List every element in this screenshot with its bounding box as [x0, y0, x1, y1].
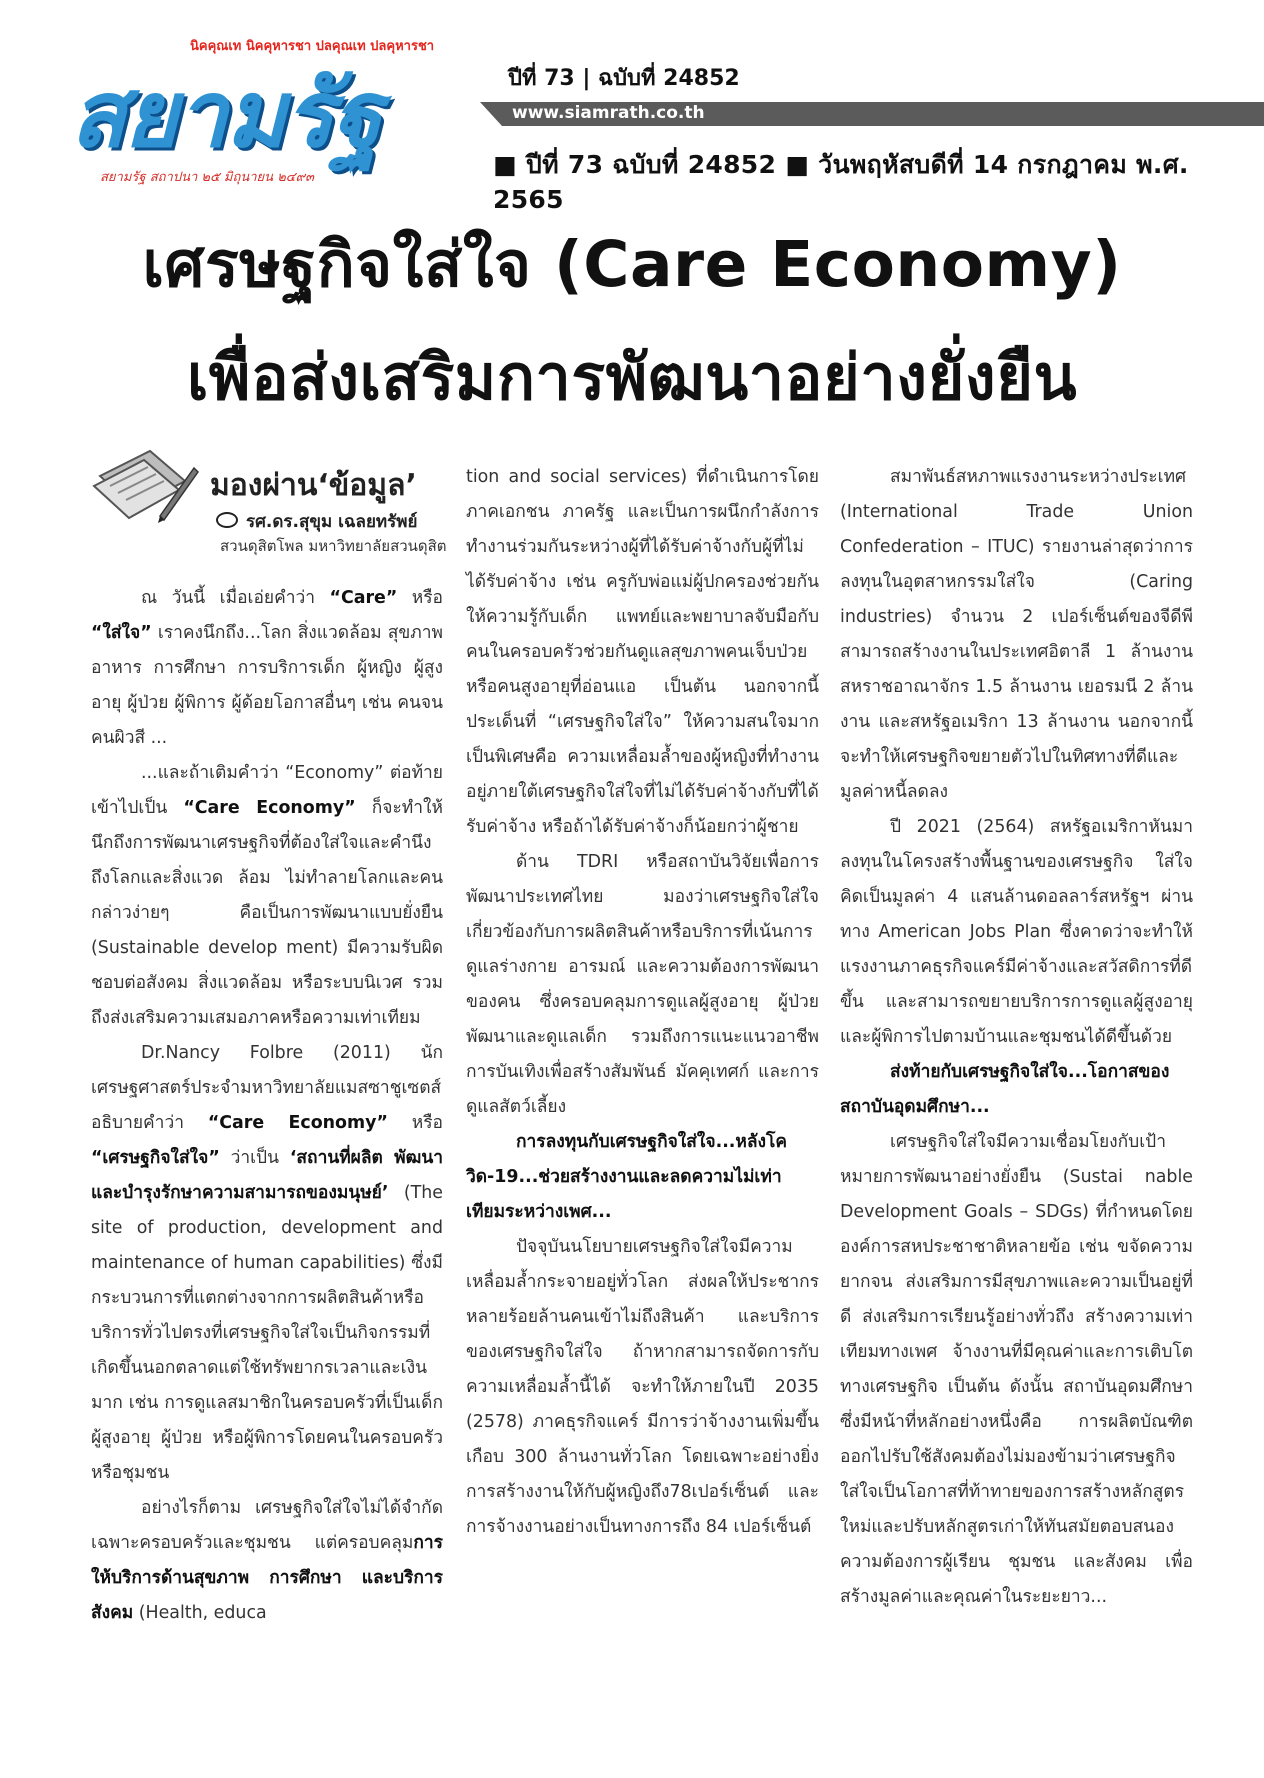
issue-number: ปีที่ 73 | ฉบับที่ 24852: [508, 66, 740, 91]
text-run: ...และถ้าเติมคำว่า “Economy” ต่อท้ายเข้าไปเป็น: [91, 763, 443, 818]
article-column-3: [840, 460, 1193, 1615]
article-column-1: [91, 581, 443, 1631]
text-run: หรือ: [387, 1113, 443, 1133]
bold-term: “ใส่ใจ”: [91, 623, 152, 643]
paragraph: ด้าน TDRI หรือสถาบันวิจัยเพื่อการพัฒนาประเทศไทย มองว่าเศรษฐกิจใส่ใจเกี่ยวข้องกับการผลิตสินค้าหรือบริการที่เน้นการดูแลร่างกาย อารมณ์ และความต้องการพัฒนาของคน ซึ่งครอบคลุมการดูแลผู้สูงอายุ ผู้ป่วย พัฒนาและดูแลเด็ก รวมถึงการแนะแนวอาชีพ การบันเทิงเพื่อสร้างสัมพันธ์ มัคคุเทศก์ และการดูแลสัตว์เลี้ยง: [466, 852, 819, 1117]
column-title: มองผ่าน‘ข้อมูล’: [210, 468, 417, 503]
paragraph: เศรษฐกิจใส่ใจมีความเชื่อมโยงกับเป้าหมายการพัฒนาอย่างยั่งยืน (Sustai nable Development Goals – SDGs) ที่กำหนดโดยองค์การสหประชาชาติหลายข้อ เช่น ขจัดความยากจน ส่งเสริมการมีสุขภาพและความเป็นอยู่ที่ดี ส่งเสริมการเรียนรู้อย่างทั่วถึง สร้างความเท่าเทียมทางเพศ จ้างงานที่มีคุณค่าและการเติบโตทางเศรษฐกิจ เป็นต้น ดังนั้น สถาบันอุดมศึกษาซึ่งมีหน้าที่หลักอย่างหนึ่งคือ การผลิตบัณฑิตออกไปรับใช้สังคมต้องไม่มองข้ามว่าเศรษฐกิจใส่ใจเป็นโอกาสที่ท้าทายของการสร้างหลักสูตรใหม่และปรับหลักสูตรเก่าให้ทันสมัยตอบสนองความต้องการผู้เรียน ชุมชน และสังคม เพื่อสร้างมูลค่าและคุณค่าในระยะยาว...: [840, 1132, 1193, 1607]
text-run: อย่างไรก็ตาม เศรษฐกิจใส่ใจไม่ได้จำกัดเฉพาะครอบครัวและชุมชน แต่ครอบคลุม: [91, 1498, 443, 1553]
article-column-2: [466, 460, 819, 1545]
eye-icon: [216, 512, 238, 528]
text-run: (Health, educa: [133, 1603, 267, 1623]
text-run: ก็จะทำให้นึกถึงการพัฒนาเศรษฐกิจที่ต้องใส่ใจและคำนึงถึงโลกและสิ่งแวด ล้อม ไม่ทำลายโลกและคน กล่าวง่ายๆ คือเป็นการพัฒนาแบบยั่งยืน (Sustainable develop ment) มีความรับผิดชอบต่อสังคม สิ่งแวดล้อม หรือระบบนิเวศ รวมถึงส่งเสริมความเสมอภาคหรือความเท่าเทียม: [91, 798, 443, 1028]
text-run: ณ วันนี้ เมื่อเอ่ยคำว่า: [141, 588, 330, 608]
logo-wordmark: สยามรัฐ: [70, 60, 381, 168]
masthead: [0, 0, 1264, 214]
dateline: ■ ปีที่ 73 ฉบับที่ 24852 ■ วันพฤหัสบดีที่ 14 กรกฎาคม พ.ศ. 2565: [493, 150, 1189, 214]
logo-motto: นิคคุณเท นิคคุหารชา ปลคุณเท ปลคุหารชา: [190, 39, 435, 54]
text-run: เราคงนึกถึง...โลก สิ่งแวดล้อม สุขภาพ อาหาร การศึกษา การบริการเด็ก ผู้หญิง ผู้สูงอายุ ผู้ป่วย ผู้พิการ ผู้ด้อยโอกาสอื่นๆ เช่น คนจน คนผิวสี ...: [91, 623, 443, 748]
document-pencil-icon: [90, 446, 200, 526]
paragraph: [91, 581, 443, 756]
website-url: www.siamrath.co.th: [512, 103, 705, 123]
text-run: (The site of production, development and maintenance of human capabilities) ซึ่งมีกระบวนการที่แตกต่างจากการผลิตสินค้าหรือบริการทั่วไปตรงที่เศรษฐกิจใส่ใจเป็นกิจกรรมที่เกิดขึ้นนอกตลาดแต่ใช้ทรัพยากรเวลาและเงินมาก เช่น การดูแลสมาชิกในครอบครัวที่เป็นเด็ก ผู้สูงอายุ ผู้ป่วย หรือผู้พิการโดยคนในครอบครัวหรือชุมชน: [91, 1183, 443, 1483]
author-name: รศ.ดร.สุขุม เฉลยทรัพย์: [246, 512, 418, 532]
text-run: ว่าเป็น: [219, 1148, 290, 1168]
bold-term: “Care Economy”: [183, 798, 356, 818]
paragraph: สมาพันธ์สหภาพแรงงานระหว่างประเทศ (International Trade Union Confederation – ITUC) รายงานล่าสุดว่าการลงทุนในอุตสาหกรรมใส่ใจ (Caring industries) จำนวน 2 เปอร์เซ็นต์ของจีดีพี สามารถสร้างงานในประเทศอิตาลี 1 ล้านงาน สหราชอาณาจักร 1.5 ล้านงาน เยอรมนี 2 ล้านงาน และสหรัฐอเมริกา 13 ล้านงาน นอกจากนี้ จะทำให้เศรษฐกิจขยายตัวไปในทิศทางที่ดีและมูลค่าหนี้ลดลง: [840, 467, 1193, 802]
paragraph: [91, 1036, 443, 1491]
bold-term: “Care”: [329, 588, 398, 608]
bold-term: “เศรษฐกิจใส่ใจ”: [91, 1148, 220, 1168]
bold-term: การให้บริการด้านสุขภาพ การศึกษา และบริการสังคม: [91, 1533, 443, 1623]
logo-founded: สยามรัฐ สถาปนา ๒๕ มิถุนายน ๒๔๙๓: [100, 170, 315, 185]
paragraph: ปัจจุบันนโยบายเศรษฐกิจใส่ใจมีความเหลื่อมล้ำกระจายอยู่ทั่วโลก ส่งผลให้ประชากรหลายร้อยล้านคนเข้าไม่ถึงสินค้า และบริการของเศรษฐกิจใส่ใจ ถ้าหากสามารถจัดการกับความเหลื่อมล้ำนี้ได้ จะทำให้ภายในปี 2035 (2578) ภาคธุรกิจแคร์ มีการว่าจ้างงานเพิ่มขึ้นเกือบ 300 ล้านงานทั่วโลก โดยเฉพาะอย่างยิ่งการสร้างงานให้กับผู้หญิงถึง78เปอร์เซ็นต์ และการจ้างงานอย่างเป็นทางการถึง 84 เปอร์เซ็นต์: [466, 1237, 819, 1537]
paragraph: tion and social services) ที่ดำเนินการโดยภาคเอกชน ภาครัฐ และเป็นการผนึกกำลังการทำงานร่วมกันระหว่างผู้ที่ได้รับค่าจ้างกับผู้ที่ไม่ได้รับค่าจ้าง เช่น ครูกับพ่อแม่ผู้ปกครองช่วยกันให้ความรู้กับเด็ก แพทย์และพยาบาลจับมือกับคนในครอบครัวช่วยกันดูแลสุขภาพคนเจ็บป่วยหรือคนสูงอายุที่อ่อนแอ เป็นต้น นอกจากนี้ ประเด็นที่ “เศรษฐกิจใส่ใจ” ให้ความสนใจมากเป็นพิเศษคือ ความเหลื่อมล้ำของผู้หญิงที่ทำงานอยู่ภายใต้เศรษฐกิจใส่ใจที่ไม่ได้รับค่าจ้างกับที่ได้รับค่าจ้าง หรือถ้าได้รับค่าจ้างก็น้อยกว่าผู้ชาย: [466, 467, 819, 837]
section-subhead: การลงทุนกับเศรษฐกิจใส่ใจ...หลังโควิด-19...ช่วยสร้างงานและลดความไม่เท่าเทียมระหว่างเพศ...: [466, 1132, 787, 1222]
paragraph: ปี 2021 (2564) สหรัฐอเมริกาหันมาลงทุนในโครงสร้างพื้นฐานของเศรษฐกิจ ใส่ใจคิดเป็นมูลค่า 4 แสนล้านดอลลาร์สหรัฐฯ ผ่านทาง American Jobs Plan ซึ่งคาดว่าจะทำให้แรงงานภาคธุรกิจแคร์มีค่าจ้างและสวัสดิการที่ดีขึ้น และสามารถขยายบริการการดูแลผู้สูงอายุและผู้พิการไปตามบ้านและชุมชนได้ดีขึ้นด้วย: [840, 817, 1193, 1047]
paragraph: [91, 1491, 443, 1631]
author-affiliation: สวนดุสิตโพล มหาวิทยาลัยสวนดุสิต: [220, 537, 447, 555]
bold-term: ‘สถานที่ผลิต พัฒนา และบำรุงรักษาความสามารถของมนุษย์’: [91, 1148, 443, 1203]
paragraph: [91, 756, 443, 1036]
newspaper-logo: [70, 40, 465, 190]
bold-term: “Care Economy”: [207, 1113, 388, 1133]
author-byline: [216, 508, 417, 535]
headline-line-2: เพื่อส่งเสริมการพัฒนาอย่างยั่งยืน: [186, 341, 1078, 414]
text-run: Dr.Nancy Folbre (2011) นักเศรษฐศาสตร์ประจำมหาวิทยาลัยแมสซาชูเซตส์ อธิบายคำว่า: [91, 1043, 443, 1133]
text-run: หรือ: [397, 588, 443, 608]
headline-line-1: เศรษฐกิจใส่ใจ (Care Economy): [142, 228, 1122, 301]
section-subhead: ส่งท้ายกับเศรษฐกิจใส่ใจ...โอกาสของสถาบันอุดมศึกษา...: [840, 1062, 1170, 1117]
column-header: [90, 446, 450, 555]
